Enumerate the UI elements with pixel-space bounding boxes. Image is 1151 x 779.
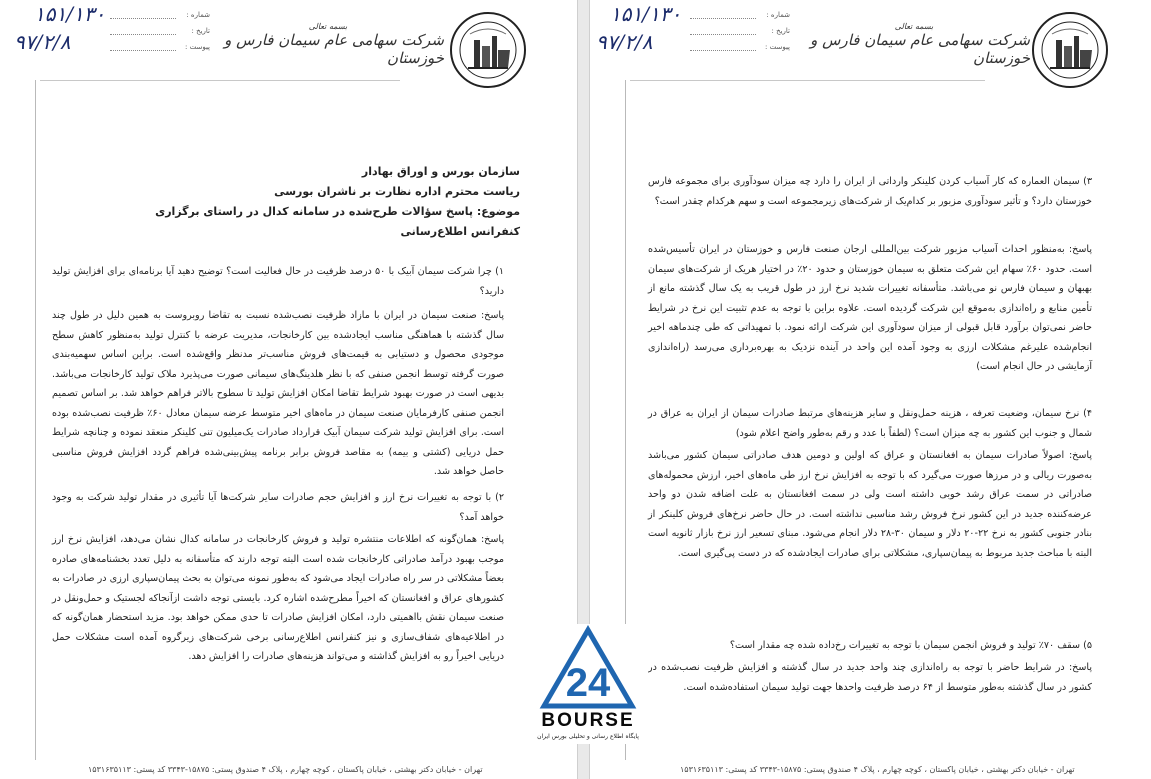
besmellah: بسمه تعالی <box>894 22 934 31</box>
header-rule <box>630 80 985 81</box>
margin-line <box>35 80 36 760</box>
answer-1: پاسخ: صنعت سیمان در ایران با مازاد ظرفیت نصب‌شده نسبت به تقاضا روبروست به همین دلیل در طول چند سال گذشته با هماهنگی مناسب ایجادشده بین کارخانجات، مدیریت عرضه با کنترل تولید به‌منظور کاهش سطح موجودی محصول و دستیابی به قیمت‌های فروش مناسب‌تر مدنظر واقع‌شده است. براین اساس سهمیه‌بندی صورت گرفته توسط انجمن صنفی که با نظر هلدینگ‌های سیمانی صورت می‌پذیرد ملاک تولید کارخانجات می‌باشد. بدیهی است در صورت بهبود شرایط تقاضا امکان افزایش تولید تا سطوح بالاتر فراهم خواهد شد. بر اساس تصمیم انجمن صنفی کارفرمایان صنعت سیمان در ماه‌های اخیر متوسط عرضه سیمان معادل ۶۰٪ ظرفیت نصب‌شده بوده است. برای افزایش تولید شرکت سیمان آبیک قرارداد صادرات یک‌میلیون تنی کلینکر منعقد نموده و چنانچه شرایط حمل دریایی (کشتی و بیمه) به مقاصد فروش برابر برنامه پیش‌بینی‌شده فراهم گردد افزایش فروش مناسبی حاصل خواهد شد. <box>52 310 504 477</box>
company-logo-icon <box>1030 10 1110 90</box>
letter-page-right <box>590 0 1151 779</box>
handwritten-date: ۹۷/۲/۸ <box>596 30 653 54</box>
handwritten-date: ۹۷/۲/۸ <box>14 30 71 54</box>
date-label: تاریخ : <box>191 27 210 35</box>
handwritten-number: ۱۵۱/۱۳۰ <box>34 2 106 26</box>
besmellah: بسمه تعالی <box>308 22 348 31</box>
attachment-label: پیوست : <box>765 43 790 51</box>
bourse24-watermark <box>528 624 648 744</box>
company-name: بسمه تعالی شرکت سهامی عام سیمان فارس و خوزستان <box>798 22 1030 67</box>
question-5: ۵) سقف ۷۰٪ تولید و فروش انجمن سیمان با توجه به تغییرات رخ‌داده شده چه مقدار است؟ <box>729 640 1092 651</box>
answer-4: پاسخ: اصولاً صادرات سیمان به افغانستان و عراق که اولین و دومین هدف صادراتی سیمان کشور می‌باشد به‌صورت ریالی و در مرزها صورت می‌گیرد که با توجه به افزایش نرخ ارز طی ماه‌های اخیر، ارزش محموله‌های صادراتی در سمت عراق رشد خوبی داشته است ولی در سمت افغانستان به علت اضافه شدن دو واحد عرضه‌کننده جدید در این کشور نرخ فروش رشد مناسبی نداشته است. در حال حاضر نرخ‌های فروش کلینکر از بنادر جنوبی کشور به نرخ ۲۲-۲۰ دلار و سیمان ۳۰-۲۸ دلار انجام می‌شود. مبنای تسعیر ارز نرخ بازار ثانویه است البته با مباحث جدید مربوط به پیمان‌سپاری، مشکلاتی برای صادرات ایجادشده که در دست پی‌گیری است. <box>648 450 1092 559</box>
address-footer: تهران - خیابان دکتر بهشتی ، خیابان پاکستان ، کوچه چهارم ، پلاک ۴ صندوق پستی: ۱۵۸۷۵-۳۳۴۳ کد پستی: ۱۵۳۱۶۳۵۱۱۳ <box>88 765 483 774</box>
watermark-number: 24 <box>565 661 611 705</box>
attachment-label: پیوست : <box>185 43 210 51</box>
heading-department: ریاست محترم اداره نظارت بر ناشران بورسی <box>274 185 520 198</box>
heading-recipient: سازمان بورس و اوراق بهادار <box>361 165 520 178</box>
number-label: شماره : <box>186 11 210 19</box>
answer-2: پاسخ: همان‌گونه که اطلاعات منتشره تولید و فروش کارخانجات در سامانه کدال نشان می‌دهد، افزایش نرخ ارز موجب بهبود درآمد صادراتی کارخانجات شده است البته توجه دارند که متأسفانه به دلیل تعدد بخشنامه‌های صادره بعضاً مشکلاتی در سر راه صادرات ایجاد می‌شود که به‌طور نمونه می‌توان به بحث پیمان‌سپاری ارزی در صادرات به کشورهای عراق و افغانستان که اخیراً مطرح‌شده اشاره کرد. بایستی توجه داشت ازآنجاکه لجستیک و حمل‌ونقل در صنعت سیمان نقش بااهمیتی دارد، امکان افزایش صادرات تا حدی ممکن خواهد بود. مزید استحضار همان‌گونه که در اطلاعیه‌های شفاف‌سازی و نیز کنفرانس اطلاع‌رسانی برخی شرکت‌های زیرگروه آمده است مشکلات حمل دریایی اخیراً رو به افزایش گذاشته و می‌تواند هزینه‌های صادرات را افزایش دهد. <box>52 534 504 662</box>
bourse24-logo-icon <box>528 624 648 712</box>
question-2: ۲) با توجه به تغییرات نرخ ارز و افزایش حجم صادرات سایر شرکت‌ها آیا تأثیری در مقدار تولید شرکت به وجود خواهد آمد؟ <box>52 492 504 523</box>
heading-block <box>150 162 520 242</box>
header-rule <box>40 80 400 81</box>
watermark-tagline: پایگاه اطلاع رسانی و تحلیلی بورس ایران <box>537 733 639 740</box>
handwritten-number: ۱۵۱/۱۳۰ <box>610 2 682 26</box>
answer-3: پاسخ: به‌منظور احداث آسیاب مزبور شرکت بین‌المللی ارجان صنعت فارس و خوزستان در ایران تأسیس‌شده است. حدود ۶۰٪ سهام این شرکت متعلق به سیمان خوزستان و حدود ۲۰٪ در اختیار هریک از شرکت‌های سیمان بهبهان و سیمان فارس نو می‌باشد. متأسفانه تغییرات شدید نرخ ارز در طول قریب به یک سال گذشته مانع از تأمین منابع و راه‌اندازی به‌موقع این شرکت گردیده است. علاوه براین با توجه به عدم تثبیت این نرخ در شرایط حاضر نمی‌توان برآورد قابل قبولی از میزان سودآوری این شرکت ارائه نمود. با تمهیداتی که طی چندماهه اخیر انجام‌شده علیرغم مشکلات ارزی به وجود آمده این واحد در آینده نزدیک به بهره‌برداری می‌رسد (راه‌اندازی آزمایشی در حال انجام است) <box>648 244 1092 372</box>
company-name: بسمه تعالی شرکت سهامی عام سیمان فارس و خوزستان <box>212 22 444 67</box>
address-footer: تهران - خیابان دکتر بهشتی ، خیابان پاکستان ، کوچه چهارم ، پلاک ۴ صندوق پستی: ۱۵۸۷۵-۳۳۴۳ کد پستی: ۱۵۳۱۶۳۵۱۱۳ <box>680 765 1075 774</box>
answer-5: پاسخ: در شرایط حاضر با توجه به راه‌اندازی چند واحد جدید در سال گذشته و افزایش ظرفیت نصب‌شده در کشور در سال گذشته به‌طور متوسط از ۶۴ درصد ظرفیت واحدها جهت تولید سیمان استفاده‌شده است. <box>648 662 1092 693</box>
question-3: ۳) سیمان العماره که کار آسیاب کردن کلینکر وارداتی از ایران را دارد چه میزان سودآوری برای مجموعه فارس خوزستان دارد؟ و تأثیر سودآوری مزبور بر کدام‌یک از شرکت‌های زیرمجموعه است و سهم هرکدام چقدر است؟ <box>648 176 1092 207</box>
question-4: ۴) نرخ سیمان، وضعیت تعرفه ، هزینه حمل‌ونقل و سایر هزینه‌های مرتبط صادرات سیمان از ایران به عراق در شمال و جنوب این کشور به چه میزان است؟ (لطفاً با عدد و رقم به‌طور واضح اعلام شود) <box>648 408 1092 439</box>
date-label: تاریخ : <box>771 27 790 35</box>
watermark-brand: BOURSE <box>541 710 635 731</box>
heading-subject: موضوع: پاسخ سؤالات طرح‌شده در سامانه کدال در راستای برگزاری کنفرانس اطلاع‌رسانی <box>155 205 520 238</box>
company-logo-icon <box>448 10 528 90</box>
number-label: شماره : <box>766 11 790 19</box>
question-1: ۱) چرا شرکت سیمان آبیک با ۵۰ درصد ظرفیت در حال فعالیت است؟ توضیح دهید آیا برنامه‌ای برای افزایش تولید دارید؟ <box>52 266 504 297</box>
